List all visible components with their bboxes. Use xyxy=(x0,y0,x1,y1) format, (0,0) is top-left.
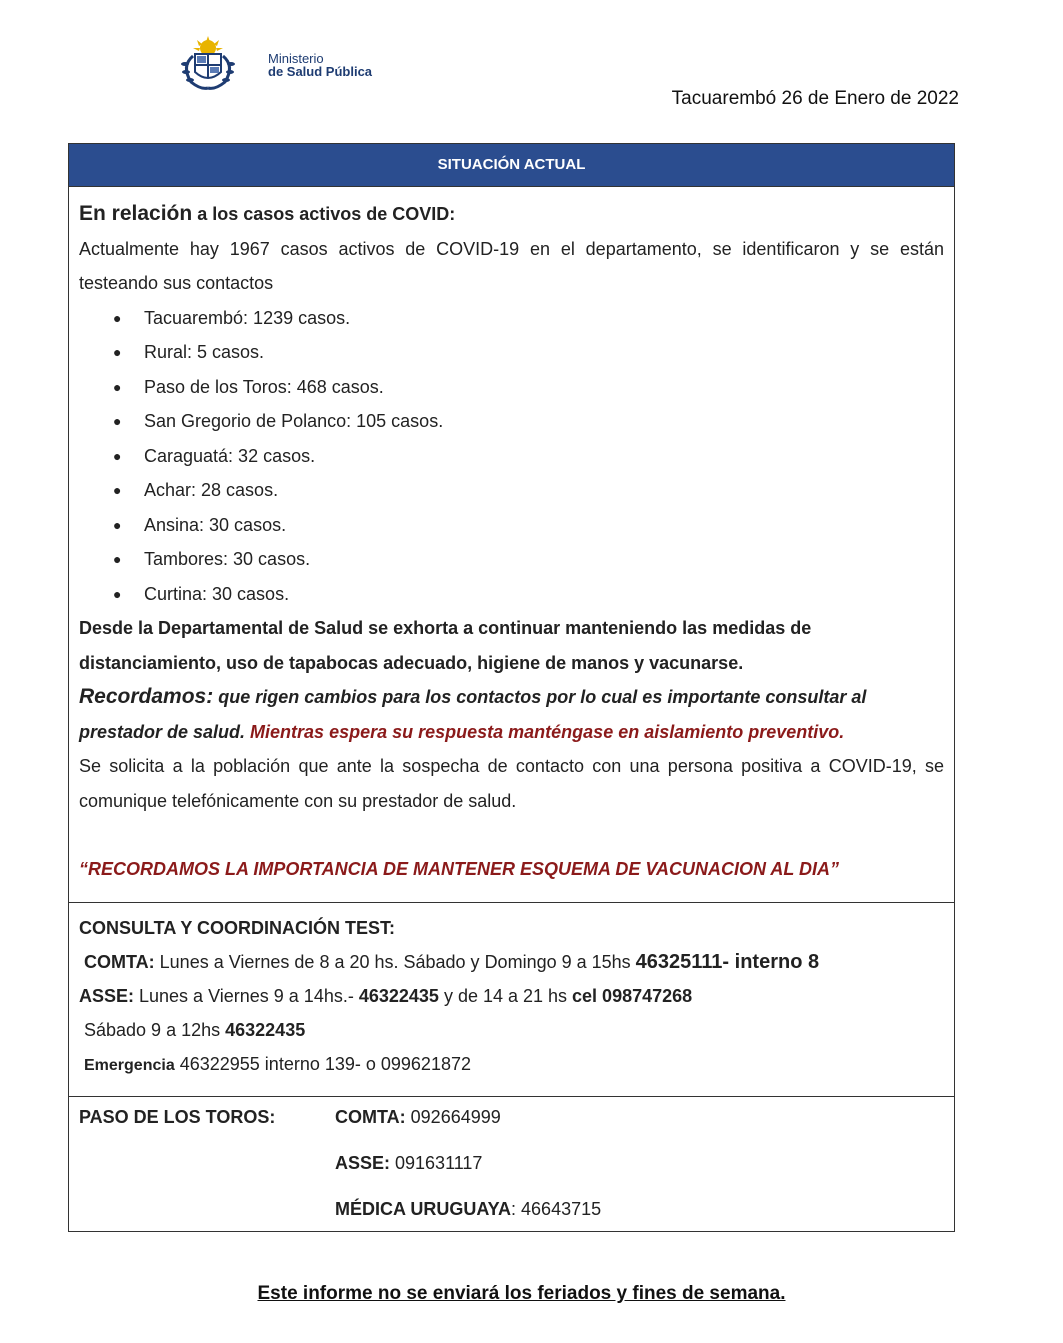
bullet-icon: ● xyxy=(113,551,122,567)
paso-de-los-toros-section xyxy=(69,1097,954,1231)
active-cases-intro: Actualmente hay 1967 casos activos de COVID-19 en el departamento, se identificaron y se están testeando sus contactos xyxy=(79,238,944,293)
location-cases: Caraguatá: 32 casos. xyxy=(144,445,316,466)
saturday-phone: 46322435 xyxy=(225,1020,306,1040)
bullet-icon: ● xyxy=(113,413,122,429)
saturday-hours: Sábado 9 a 12hs xyxy=(84,1020,226,1040)
cases-by-location-list xyxy=(79,301,944,612)
bullet-icon: ● xyxy=(113,585,122,602)
asse-hours: Lunes a Viernes 9 a 14hs.- xyxy=(134,986,359,1006)
paso-medica-label: MÉDICA URUGUAYA xyxy=(335,1199,512,1219)
consulta-section xyxy=(69,903,954,1097)
paso-asse-label: ASSE: xyxy=(335,1153,391,1173)
exhort-paragraph: Desde la Departamental de Salud se exhorta a continuar manteniendo las medidas de distanciamiento, uso de tapabocas adecuado, higiene de manos y vacunarse. xyxy=(79,618,812,673)
heading-lead: En relación xyxy=(79,202,193,225)
heading-rest: a los casos activos de COVID: xyxy=(192,204,456,224)
bullet-icon: ● xyxy=(113,309,122,326)
location-cases: San Gregorio de Polanco: 105 casos. xyxy=(144,411,444,431)
recordamos-warning: Mientras espera su respuesta manténgase en aislamiento preventivo. xyxy=(245,721,845,742)
recordamos-label: Recordamos: xyxy=(79,685,214,708)
list-item xyxy=(79,301,944,336)
emergency-line xyxy=(79,1047,944,1081)
emergency-label: Emergencia xyxy=(84,1057,175,1074)
paso-medica-line xyxy=(335,1199,601,1220)
asse-label: ASSE: xyxy=(79,986,135,1006)
list-item xyxy=(79,370,944,405)
comta-phone: 46325111- interno 8 xyxy=(635,951,820,973)
list-item xyxy=(79,577,944,612)
list-item xyxy=(79,542,944,577)
list-item xyxy=(79,335,944,370)
location-cases: Tacuarembó: 1239 casos. xyxy=(144,307,351,328)
asse-phone: 46322435 xyxy=(358,986,439,1006)
location-cases: Achar: 28 casos. xyxy=(144,480,279,500)
report-date: Tacuarembó 26 de Enero de 2022 xyxy=(671,88,959,109)
asse-cel: cel 098747268 xyxy=(572,986,693,1006)
location-cases: Ansina: 30 casos. xyxy=(144,514,287,535)
bullet-icon: ● xyxy=(113,447,122,464)
location-cases: Paso de los Toros: 468 casos. xyxy=(144,376,384,397)
request-paragraph: Se solicita a la población que ante la sospecha de contacto con una persona positiva a COVID-19, se comunique telefónicamente con su prestador de salud. xyxy=(79,756,944,811)
bullet-icon: ● xyxy=(113,344,122,360)
comta-hours: Lunes a Viernes de 8 a 20 hs. Sábado y Domingo 9 a 15hs xyxy=(154,952,636,972)
recordamos-text: que rigen cambios para los contactos por lo cual es importante consultar al prestador de salud. xyxy=(79,687,867,742)
bullet-icon: ● xyxy=(113,516,122,533)
list-item xyxy=(79,473,944,508)
list-item xyxy=(79,439,944,474)
asse-hours-2: y de 14 a 21 hs xyxy=(438,986,573,1006)
paso-comta-label: COMTA: xyxy=(335,1107,406,1127)
report-table xyxy=(68,143,955,1232)
recordamos-paragraph xyxy=(79,680,944,749)
situation-section xyxy=(69,187,954,903)
list-item xyxy=(79,508,944,543)
bullet-icon: ● xyxy=(113,378,122,395)
consulta-title: CONSULTA Y COORDINACIÓN TEST: xyxy=(79,918,396,938)
ministry-name-line1: Ministerio xyxy=(268,51,324,66)
asse-line xyxy=(79,979,944,1013)
section-header-situation: SITUACIÓN ACTUAL xyxy=(69,144,954,187)
emergency-phones: 46322955 interno 139- o 099621872 xyxy=(174,1054,471,1074)
ministry-name xyxy=(268,52,372,78)
paso-title: PASO DE LOS TOROS: xyxy=(79,1107,276,1127)
bullet-icon: ● xyxy=(113,482,122,498)
paso-asse-phone: 091631117 xyxy=(390,1153,483,1173)
list-item xyxy=(79,404,944,439)
location-cases: Tambores: 30 casos. xyxy=(144,549,311,569)
vaccination-slogan: “RECORDAMOS LA IMPORTANCIA DE MANTENER ESQUEMA DE VACUNACION AL DIA” xyxy=(79,859,840,879)
ministry-name-line2: de Salud Pública xyxy=(268,64,373,79)
ministry-coat-of-arms-logo xyxy=(175,36,241,92)
paso-medica-phone: : 46643715 xyxy=(511,1199,602,1219)
paso-asse-line xyxy=(335,1153,482,1174)
paso-comta-phone: 092664999 xyxy=(405,1107,501,1127)
location-cases: Curtina: 30 casos. xyxy=(144,583,290,604)
comta-label: COMTA: xyxy=(84,952,155,972)
comta-line xyxy=(79,945,944,979)
saturday-line xyxy=(79,1013,944,1047)
paso-comta-line xyxy=(335,1107,501,1128)
footer-note: Este informe no se enviará los feriados y fines de semana. xyxy=(257,1283,786,1304)
situation-heading xyxy=(79,197,944,232)
location-cases: Rural: 5 casos. xyxy=(144,342,265,362)
